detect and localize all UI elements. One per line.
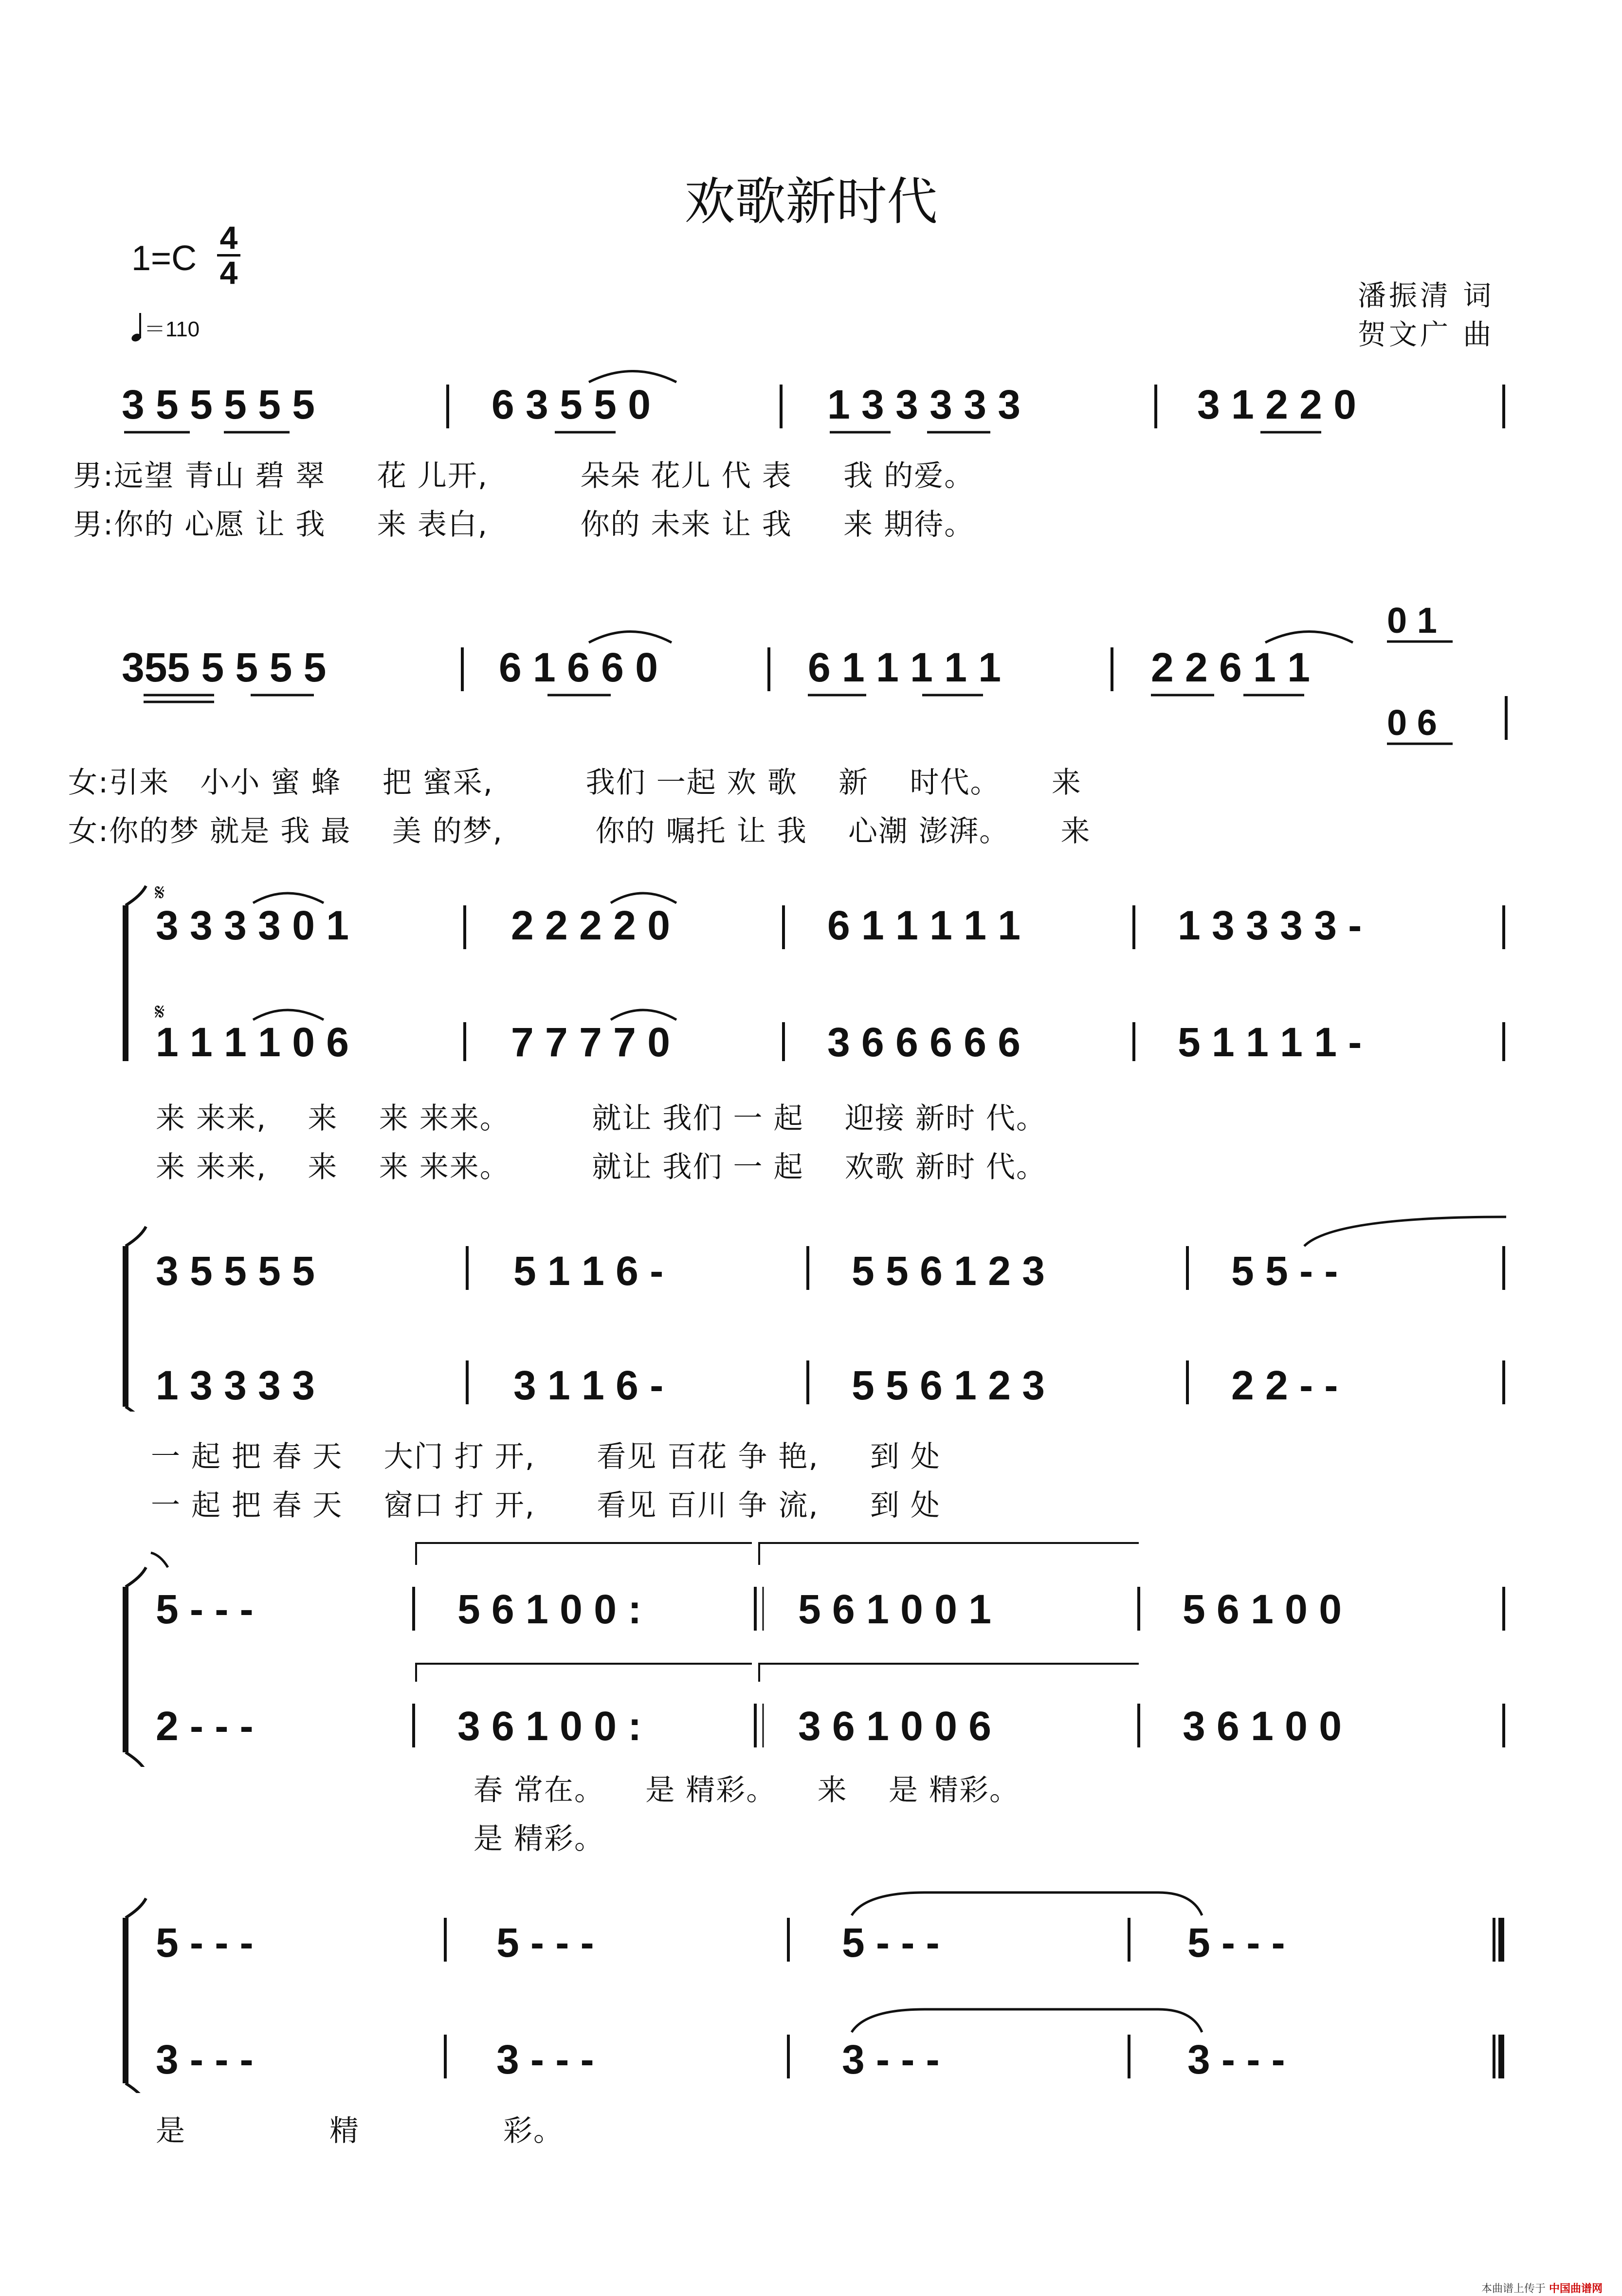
lyric-line: 是 精 彩。 <box>156 2114 564 2148</box>
lyric-line: 女:你的梦 就是 我 最 美 的梦, 你的 嘱托 让 我 心潮 澎湃。 来 <box>68 814 1091 848</box>
system5-upper-m2: 5 6 1 0 0 : <box>457 1586 642 1632</box>
footer-watermark <box>1481 2280 1603 2296</box>
volta-bracket-1 <box>416 1664 752 1682</box>
system5-lower-m1: 2 - - - <box>156 1703 254 1749</box>
system3-lower-m1: 1 1 1 1 0 6 <box>156 1019 349 1061</box>
system1-measure3: 1 3 3 3 3 3 <box>827 382 1021 427</box>
system1-measure4: 3 1 2 2 0 <box>1197 382 1356 427</box>
staff-system-1 <box>0 370 1622 443</box>
tie <box>852 2009 1202 2032</box>
system5-upper-m1: 5 - - - <box>156 1586 254 1632</box>
lyric-line: 一 起 把 春 天 窗口 打 开, 看见 百川 争 流, 到 处 <box>151 1488 941 1523</box>
volta-bracket-2 <box>759 1664 1139 1682</box>
system6-lower-m3: 3 - - - <box>842 2037 940 2082</box>
lyric-line: 春 常在。 是 精彩。 来 是 精彩。 <box>350 1773 1020 1807</box>
system3-upper-m3: 6 1 1 1 1 1 <box>827 902 1021 948</box>
system3-upper-m4: 1 3 3 3 3 - <box>1178 902 1362 948</box>
lyric-line: 男:你的 心愿 让 我 来 表白, 你的 未来 让 我 来 期待。 <box>73 508 975 542</box>
staff-system-4 <box>0 1212 1622 1412</box>
system5-lower-m4: 3 6 1 0 0 <box>1183 1703 1342 1749</box>
lyric-line: 女:引来 小小 蜜 蜂 把 蜜采, 我们 一起 欢 歌 新 时代。 来 <box>68 766 1082 800</box>
slur <box>589 632 672 643</box>
time-signature <box>214 221 243 290</box>
lyric-line: 一 起 把 春 天 大门 打 开, 看见 百花 争 艳, 到 处 <box>151 1440 941 1474</box>
lyric-line: 来 来来, 来 来 来来。 就让 我们 一 起 迎接 新时 代。 <box>156 1102 1047 1136</box>
system5-lower-m3: 3 6 1 0 0 6 <box>798 1703 991 1749</box>
system2-measure3: 6 1 1 1 1 1 <box>808 644 1001 690</box>
system6-lower-m4: 3 - - - <box>1187 2037 1285 2082</box>
system4-upper-m2: 5 1 1 6 - <box>513 1248 664 1294</box>
system3-lower-m3: 3 6 6 6 6 6 <box>827 1019 1021 1061</box>
slur <box>611 893 676 903</box>
slur <box>1265 632 1353 643</box>
system6-lower-m1: 3 - - - <box>156 2037 254 2082</box>
lyric-line: 来 来来, 来 来 来来。 就让 我们 一 起 欢歌 新时 代。 <box>156 1150 1047 1184</box>
lyric-line: 是 精彩。 <box>350 1822 604 1856</box>
system6-upper-m2: 5 - - - <box>496 1920 594 1965</box>
system3-lower-m4: 5 1 1 1 1 - <box>1178 1019 1362 1061</box>
slur <box>589 371 676 383</box>
system1-measure2: 6 3 5 5 0 <box>492 382 651 427</box>
volta-bracket-1 <box>416 1543 752 1565</box>
slur <box>611 1010 676 1020</box>
key-signature: 1=C <box>131 239 197 278</box>
bracket-hook <box>126 886 146 905</box>
system3-upper-m1: 3 3 3 3 0 1 <box>156 902 349 948</box>
system2-measure2: 6 1 6 6 0 <box>499 644 658 690</box>
system5-lower-m2: 3 6 1 0 0 : <box>457 1703 642 1749</box>
tie <box>852 1892 1202 1915</box>
system2-measure4: 2 2 6 1 1 <box>1151 644 1310 690</box>
system2-alt-lower: 0 6 <box>1387 702 1437 743</box>
bracket-hook <box>126 1752 146 1767</box>
staff-system-3 <box>0 866 1622 1061</box>
system4-upper-m3: 5 5 6 1 2 3 <box>852 1248 1045 1294</box>
system5-upper-m4: 5 6 1 0 0 <box>1183 1586 1342 1632</box>
tie-end <box>151 1553 168 1567</box>
bracket-hook <box>126 1567 146 1587</box>
system3-lower-m2: 7 7 7 7 0 <box>511 1019 670 1061</box>
system4-lower-m1: 1 3 3 3 3 <box>156 1362 315 1408</box>
system4-upper-m1: 3 5 5 5 5 <box>156 1248 315 1294</box>
tempo-value: ＝110 <box>144 317 200 341</box>
footer-site: 中国曲谱网 <box>1549 2283 1603 2295</box>
system4-upper-m4: 5 5 - - <box>1231 1248 1338 1294</box>
system2-alt-upper: 0 1 <box>1387 600 1437 641</box>
segno-icon: 𝄋 <box>155 998 165 1026</box>
system6-upper-m3: 5 - - - <box>842 1920 940 1965</box>
meter-top: 4 <box>219 220 238 256</box>
system6-upper-m4: 5 - - - <box>1187 1920 1285 1965</box>
tie <box>1304 1217 1506 1246</box>
system2-measure1: 355 5 5 5 5 <box>122 644 327 690</box>
bracket-hook <box>126 1227 146 1246</box>
meter-bottom: 4 <box>219 255 238 291</box>
composer-credit: 贺文广 曲 <box>1358 318 1494 351</box>
slur <box>253 893 324 903</box>
bracket-hook <box>126 2083 146 2093</box>
system1-measure1: 3 5 5 5 5 5 <box>122 382 315 427</box>
score-title: 欢歌新时代 <box>684 172 938 231</box>
system6-upper-m1: 5 - - - <box>156 1920 254 1965</box>
segno-icon: 𝄋 <box>155 879 165 906</box>
bracket-hook <box>126 1407 146 1412</box>
slur <box>253 1010 324 1020</box>
footer-prefix: 本曲谱上传于 <box>1481 2283 1546 2295</box>
system4-lower-m2: 3 1 1 6 - <box>513 1362 664 1408</box>
system5-upper-m3: 5 6 1 0 0 1 <box>798 1586 991 1632</box>
staff-system-6 <box>0 1889 1622 2093</box>
tempo-marking <box>131 312 200 343</box>
system6-lower-m2: 3 - - - <box>496 2037 594 2082</box>
system3-upper-m2: 2 2 2 2 0 <box>511 902 670 948</box>
staff-system-5 <box>0 1533 1622 1767</box>
lyricist-credit: 潘振清 词 <box>1358 279 1494 312</box>
bracket-hook <box>126 1898 146 1918</box>
staff-system-2 <box>0 594 1622 754</box>
volta-bracket-2 <box>759 1543 1139 1565</box>
system4-lower-m3: 5 5 6 1 2 3 <box>852 1362 1045 1408</box>
system4-lower-m4: 2 2 - - <box>1231 1362 1338 1408</box>
lyric-line: 男:远望 青山 碧 翠 花 儿开, 朵朵 花儿 代 表 我 的爱。 <box>73 459 975 493</box>
